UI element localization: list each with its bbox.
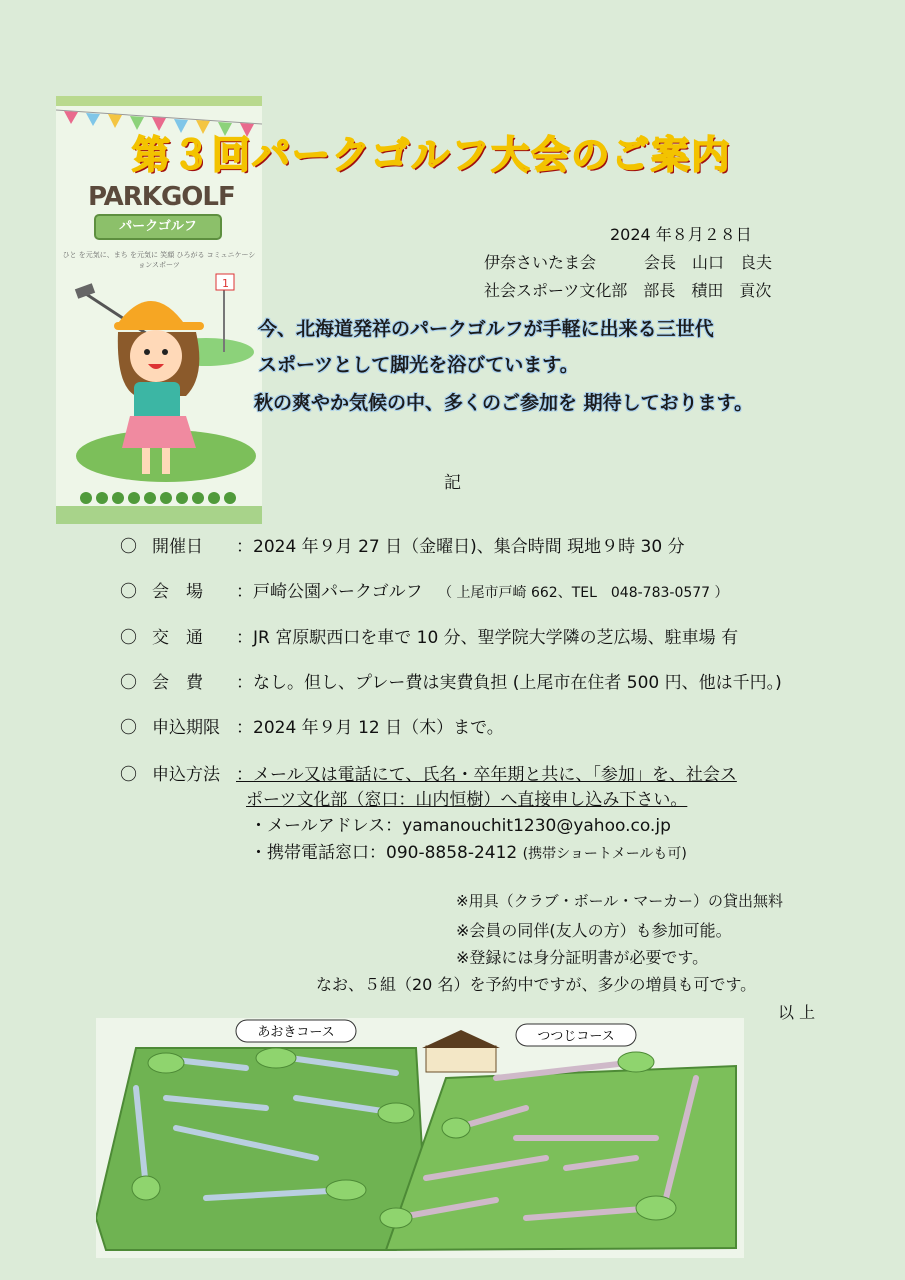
note-id: ※登録には身分証明書が必要です。 xyxy=(456,948,709,967)
venue-address: （ 上尾市戸崎 662、TEL 048-783-0577 ） xyxy=(438,585,729,601)
bullet: 〇 xyxy=(120,537,137,557)
issuer-line-2: 社会スポーツ文化部 部長 積田 貢次 xyxy=(484,281,772,300)
detail-value: ：2024 年９月 12 日（木）まで。 xyxy=(236,718,504,738)
detail-value: ：戸崎公園パークゴルフ xyxy=(236,582,423,602)
phone-note: (携帯ショートメールも可) xyxy=(522,846,687,862)
bullet: 〇 xyxy=(120,765,137,785)
bullet: 〇 xyxy=(120,718,137,738)
intro-line-3: 秋の爽やか気候の中、多くのご参加を 期待しております。 xyxy=(254,392,754,414)
tsutsuji-course-label: つつじコース xyxy=(537,1029,615,1044)
note-reservation: なお、５組（20 名）を予約中ですが、多少の増員も可です。 xyxy=(316,975,757,994)
note-guests: ※会員の同伴(友人の方）も参加可能。 xyxy=(456,921,732,940)
park-golf-logo: PARKGOLF xyxy=(88,182,235,212)
detail-value: ：2024 年９月 27 日（金曜日)、集合時間 現地９時 30 分 xyxy=(236,537,685,557)
park-golf-ribbon: パークゴルフ xyxy=(94,214,222,240)
issue-date: 2024 年８月２８日 xyxy=(610,225,752,244)
phone-number: ・携帯電話窓口：090-8858-2412 xyxy=(250,843,518,863)
ijou: 以 上 xyxy=(778,1003,816,1022)
detail-apply xyxy=(120,760,737,785)
detail-label: 会 場 xyxy=(152,582,203,602)
detail-value: ：なし。但し、プレー費は実費負担 (上尾市在住者 500 円、他は千円。) xyxy=(236,673,782,693)
intro-line-1: 今、北海道発祥のパークゴルフが手軽に出来る三世代 xyxy=(258,318,714,340)
detail-label: 交 通 xyxy=(152,628,203,648)
page-title: 第３回パークゴルフ大会のご案内 xyxy=(132,133,732,177)
ki-heading: 記 xyxy=(444,473,461,493)
contact-phone xyxy=(250,838,687,863)
detail-value: ：JR 宮原駅西口を車で 10 分、聖学院大学隣の芝広場、駐車場 有 xyxy=(236,628,739,648)
detail-fee xyxy=(120,668,782,693)
detail-deadline xyxy=(120,713,504,738)
note-equipment: ※用具（クラブ・ボール・マーカー）の貸出無料 xyxy=(456,892,783,910)
detail-label: 会 費 xyxy=(152,673,203,693)
course-map xyxy=(96,1018,744,1258)
bullet: 〇 xyxy=(120,582,137,602)
detail-label: 申込方法 xyxy=(152,765,220,785)
trees-decoration xyxy=(56,484,262,524)
detail-label: 開催日 xyxy=(152,537,203,557)
poster-tagline: ひと を元気に、まち を元気に 笑顔 ひろがる コミュニケーションスポーツ xyxy=(62,251,256,269)
aoki-course-label: あおきコース xyxy=(257,1025,335,1040)
flag-number: 1 xyxy=(222,277,229,290)
apply-continued: ポーツ文化部（窓口：山内恒樹）へ直接申し込み下さい。 xyxy=(246,790,688,810)
detail-date xyxy=(120,532,685,557)
bullet: 〇 xyxy=(120,673,137,693)
contact-email: ・メールアドレス：yamanouchit1230@yahoo.co.jp xyxy=(250,816,671,836)
intro-line-2: スポーツとして脚光を浴びています。 xyxy=(258,354,579,376)
detail-venue xyxy=(120,577,729,602)
clubhouse xyxy=(426,1046,496,1072)
issuer-line-1: 伊奈さいたま会 会長 山口 良夫 xyxy=(484,253,773,272)
detail-label: 申込期限 xyxy=(152,718,220,738)
bullet: 〇 xyxy=(120,628,137,648)
detail-value: ：メール又は電話にて、氏名・卒年期と共に、「参加」を、社会ス xyxy=(236,765,737,785)
golfer-girl-illustration xyxy=(56,266,262,496)
detail-access xyxy=(120,623,738,648)
